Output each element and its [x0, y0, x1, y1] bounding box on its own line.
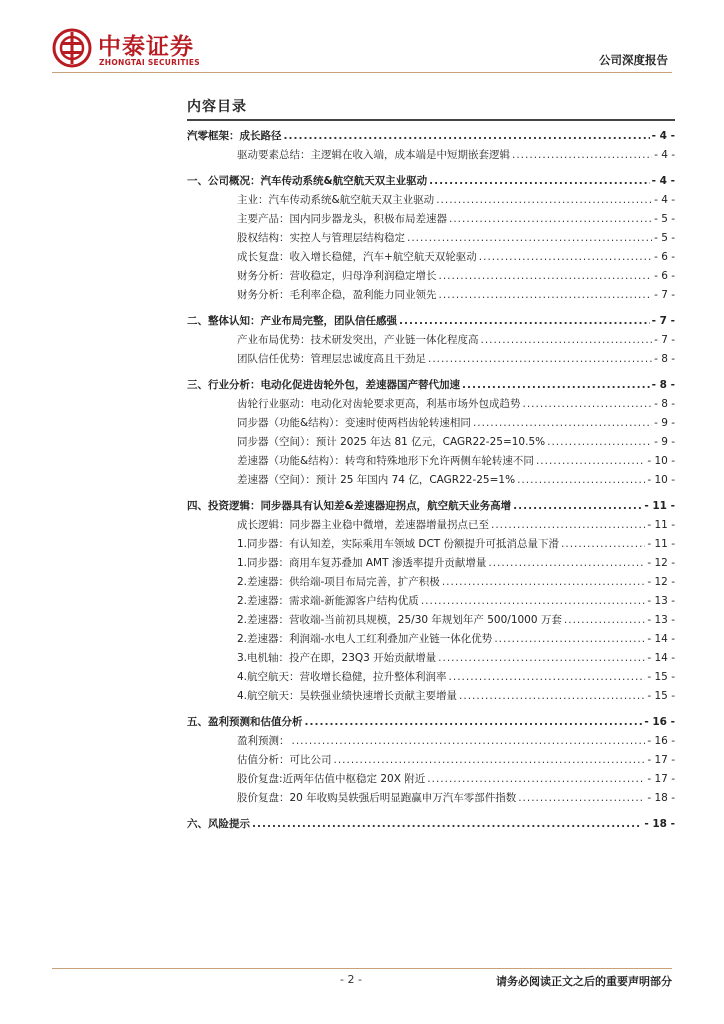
toc-leader-dots: [523, 395, 653, 414]
toc-entry-title: 驱动要素总结：主逻辑在收入端，成本端是中短期嵌套逻辑: [237, 149, 510, 161]
toc-entry-page: - 6 -: [654, 270, 675, 282]
toc-entry-page: - 15 -: [647, 690, 675, 702]
toc-entry-title: 1.同步器：有认知差，实际乘用车领域 DCT 份额提升可抵消总量下滑: [237, 538, 560, 550]
toc-subsection-link[interactable]: [187, 611, 675, 630]
toc-entry-page: - 11 -: [644, 500, 675, 512]
toc-subsection-link[interactable]: [187, 732, 675, 751]
toc-subsection-link[interactable]: [187, 191, 675, 210]
toc-entry-page: - 13 -: [647, 595, 675, 607]
toc-entry-title: 4.航空航天：营收增长稳健，拉升整体利润率: [237, 671, 447, 683]
toc-subsection-link[interactable]: [187, 630, 675, 649]
toc-subsection-link[interactable]: [187, 350, 675, 369]
toc-entry-page: - 7 -: [651, 315, 675, 327]
toc-subsection-link[interactable]: [187, 516, 675, 535]
toc-leader-dots: [305, 713, 643, 732]
toc-entry-title: 团队信任优势：管理层忠诚度高且干劲足: [237, 353, 426, 365]
toc-subsection-link[interactable]: [187, 248, 675, 267]
toc-leader-dots: [421, 592, 646, 611]
toc-leader-dots: [407, 229, 652, 248]
toc-entry-page: - 13 -: [647, 614, 675, 626]
toc-subsection-link[interactable]: [187, 573, 675, 592]
toc-entry-page: - 7 -: [654, 289, 675, 301]
toc-leader-dots: [449, 210, 652, 229]
toc-entry-page: - 15 -: [647, 671, 675, 683]
toc-entry-title: 股价复盘:近两年估值中枢稳定 20X 附近: [237, 773, 426, 785]
toc-leader-dots: [284, 127, 650, 146]
toc-entry-title: 财务分析：毛利率企稳，盈利能力同业领先: [237, 289, 437, 301]
toc-section-link[interactable]: [187, 172, 675, 191]
toc-entry-page: - 11 -: [647, 538, 675, 550]
toc-section-link[interactable]: [187, 127, 675, 146]
logo-english-name: ZHONGTAI SECURITIES: [99, 58, 200, 67]
toc-entry-page: - 17 -: [647, 754, 675, 766]
toc-subsection-link[interactable]: [187, 789, 675, 808]
toc-leader-dots: [517, 471, 645, 490]
toc-entry-page: - 14 -: [647, 633, 675, 645]
toc-subsection-link[interactable]: [187, 331, 675, 350]
toc-leader-dots: [481, 331, 653, 350]
toc-leader-dots: [439, 286, 653, 305]
toc-entry-page: - 9 -: [654, 417, 675, 429]
toc-entry-title: 同步器（空间）：预计 2025 年达 81 亿元，CAGR22-25=10.5%: [237, 436, 546, 448]
toc-leader-dots: [491, 516, 645, 535]
toc-leader-dots: [512, 146, 652, 165]
toc-entry-title: 差速器（空间）：预计 25 年国内 74 亿，CAGR22-25=1%: [237, 474, 516, 486]
toc-subsection-link[interactable]: [187, 592, 675, 611]
toc-subsection-link[interactable]: [187, 687, 675, 706]
toc-entry-title: 3.电机轴：投产在即，23Q3 开始贡献增量: [237, 652, 437, 664]
toc-leader-dots: [427, 770, 645, 789]
footer-divider: [52, 968, 672, 969]
toc-entry-title: 产业布局优势：技术研发突出，产业链一体化程度高: [237, 334, 479, 346]
toc-entry-title: 主业：汽车传动系统&航空航天双主业驱动: [237, 194, 435, 206]
toc-title-divider: [187, 119, 675, 121]
toc-entry-title: 齿轮行业驱动：电动化对齿轮要求更高，利基市场外包成趋势: [237, 398, 521, 410]
toc-entry-page: - 4 -: [651, 130, 675, 142]
toc-leader-dots: [436, 191, 652, 210]
toc-leader-dots: [439, 267, 653, 286]
toc-subsection-link[interactable]: [187, 452, 675, 471]
table-of-contents: [187, 127, 675, 834]
toc-subsection-link[interactable]: [187, 433, 675, 452]
toc-entry-page: - 12 -: [647, 576, 675, 588]
toc-entry-title: 估值分析：可比公司: [237, 754, 332, 766]
page-header: [0, 0, 724, 80]
toc-entry-title: 2.差速器：利润端-水电人工红利叠加产业链一体化优势: [237, 633, 493, 645]
toc-entry-title: 4.航空航天：昊轶强业绩快速增长贡献主要增量: [237, 690, 458, 702]
toc-section-link[interactable]: [187, 497, 675, 516]
toc-section-link[interactable]: [187, 713, 675, 732]
toc-leader-dots: [564, 611, 645, 630]
toc-subsection-link[interactable]: [187, 395, 675, 414]
toc-entry-title: 五、盈利预测和估值分析: [187, 716, 303, 728]
toc-leader-dots: [473, 414, 652, 433]
toc-leader-dots: [429, 172, 650, 191]
zhongtai-logo-icon: [52, 28, 92, 68]
toc-entry-page: - 8 -: [654, 398, 675, 410]
toc-entry-title: 股权结构：实控人与管理层结构稳定: [237, 232, 405, 244]
toc-section-link[interactable]: [187, 376, 675, 395]
toc-entry-page: - 11 -: [647, 519, 675, 531]
toc-entry-title: 三、行业分析：电动化促进齿轮外包，差速器国产替代加速: [187, 379, 460, 391]
toc-entry-page: - 8 -: [654, 353, 675, 365]
toc-entry-page: - 18 -: [644, 818, 675, 830]
toc-entry-title: 2.差速器：营收端-当前初具规模，25/30 年规划年产 500/1000 万套: [237, 614, 562, 626]
toc-entry-title: 1.同步器：商用车复苏叠加 AMT 渗透率提升贡献增量: [237, 557, 487, 569]
toc-leader-dots: [536, 452, 645, 471]
toc-subsection-link[interactable]: [187, 146, 675, 165]
toc-entry-title: 成长逻辑：同步器主业稳中微增，差速器增量拐点已至: [237, 519, 489, 531]
toc-leader-dots: [459, 687, 645, 706]
toc-subsection-link[interactable]: [187, 649, 675, 668]
toc-leader-dots: [334, 751, 646, 770]
toc-leader-dots: [561, 535, 645, 554]
toc-entry-title: 差速器（功能&结构）：转弯和特殊地形下允许两侧车轮转速不同: [237, 455, 534, 467]
toc-entry-title: 2.差速器：需求端-新能源客户结构优质: [237, 595, 419, 607]
toc-subsection-link[interactable]: [187, 229, 675, 248]
toc-leader-dots: [513, 497, 642, 516]
toc-entry-title: 汽零框架：成长路径: [187, 130, 282, 142]
toc-leader-dots: [462, 376, 650, 395]
toc-leader-dots: [479, 248, 652, 267]
toc-subsection-link[interactable]: [187, 751, 675, 770]
toc-leader-dots: [518, 789, 645, 808]
toc-entry-title: 同步器（功能&结构）：变速时使两档齿轮转速相同: [237, 417, 471, 429]
toc-entry-page: - 4 -: [654, 149, 675, 161]
toc-leader-dots: [449, 668, 646, 687]
toc-entry-page: - 18 -: [647, 792, 675, 804]
toc-entry-title: 成长复盘：收入增长稳健，汽车+航空航天双轮驱动: [237, 251, 477, 263]
toc-section-link[interactable]: [187, 815, 675, 834]
toc-title: 内容目录: [187, 99, 247, 115]
toc-leader-dots: [488, 554, 645, 573]
company-logo: [52, 28, 228, 72]
toc-leader-dots: [494, 630, 645, 649]
page-number: - 2 -: [340, 973, 362, 986]
toc-entry-title: 主要产品：国内同步器龙头，积极布局差速器: [237, 213, 447, 225]
toc-subsection-link[interactable]: [187, 210, 675, 229]
toc-entry-page: - 16 -: [644, 716, 675, 728]
toc-entry-page: - 10 -: [647, 455, 675, 467]
toc-entry-title: 股价复盘：20 年收购昊轶强后明显跑赢申万汽车零部件指数: [237, 792, 517, 804]
toc-entry-page: - 4 -: [651, 175, 675, 187]
toc-entry-page: - 17 -: [647, 773, 675, 785]
toc-entry-title: 四、投资逻辑：同步器具有认知差&差速器迎拐点，航空航天业务高增: [187, 500, 512, 512]
toc-entry-page: - 14 -: [647, 652, 675, 664]
toc-subsection-link[interactable]: [187, 414, 675, 433]
toc-leader-dots: [428, 350, 652, 369]
toc-entry-title: 一、公司概况：汽车传动系统&航空航天双主业驱动: [187, 175, 428, 187]
toc-leader-dots: [547, 433, 652, 452]
toc-entry-page: - 12 -: [647, 557, 675, 569]
toc-section-link[interactable]: [187, 312, 675, 331]
toc-subsection-link[interactable]: [187, 471, 675, 490]
toc-entry-page: - 4 -: [654, 194, 675, 206]
toc-entry-page: - 7 -: [654, 334, 675, 346]
toc-entry-title: 财务分析：营收稳定，归母净利润稳定增长: [237, 270, 437, 282]
toc-entry-title: 盈利预测：: [237, 735, 290, 747]
toc-entry-title: 2.差速器：供给端-项目布局完善，扩产积极: [237, 576, 440, 588]
toc-entry-page: - 6 -: [654, 251, 675, 263]
toc-leader-dots: [399, 312, 650, 331]
toc-entry-page: - 16 -: [647, 735, 675, 747]
toc-leader-dots: [292, 732, 646, 751]
toc-entry-page: - 8 -: [651, 379, 675, 391]
toc-entry-page: - 5 -: [654, 232, 675, 244]
toc-subsection-link[interactable]: [187, 554, 675, 573]
report-type-label: 公司深度报告: [599, 53, 668, 67]
toc-subsection-link[interactable]: [187, 668, 675, 687]
toc-subsection-link[interactable]: [187, 286, 675, 305]
toc-leader-dots: [252, 815, 642, 834]
toc-subsection-link[interactable]: [187, 770, 675, 789]
toc-leader-dots: [438, 649, 645, 668]
toc-entry-page: - 9 -: [654, 436, 675, 448]
toc-subsection-link[interactable]: [187, 267, 675, 286]
toc-entry-page: - 5 -: [654, 213, 675, 225]
toc-entry-title: 二、整体认知：产业布局完整，团队信任感强: [187, 315, 397, 327]
toc-entry-title: 六、风险提示: [187, 818, 250, 830]
header-divider: [52, 72, 672, 73]
logo-chinese-name: 中泰证券: [98, 34, 194, 60]
toc-leader-dots: [442, 573, 646, 592]
toc-subsection-link[interactable]: [187, 535, 675, 554]
footer-disclaimer: 请务必阅读正文之后的重要声明部分: [496, 975, 672, 988]
toc-entry-page: - 10 -: [647, 474, 675, 486]
